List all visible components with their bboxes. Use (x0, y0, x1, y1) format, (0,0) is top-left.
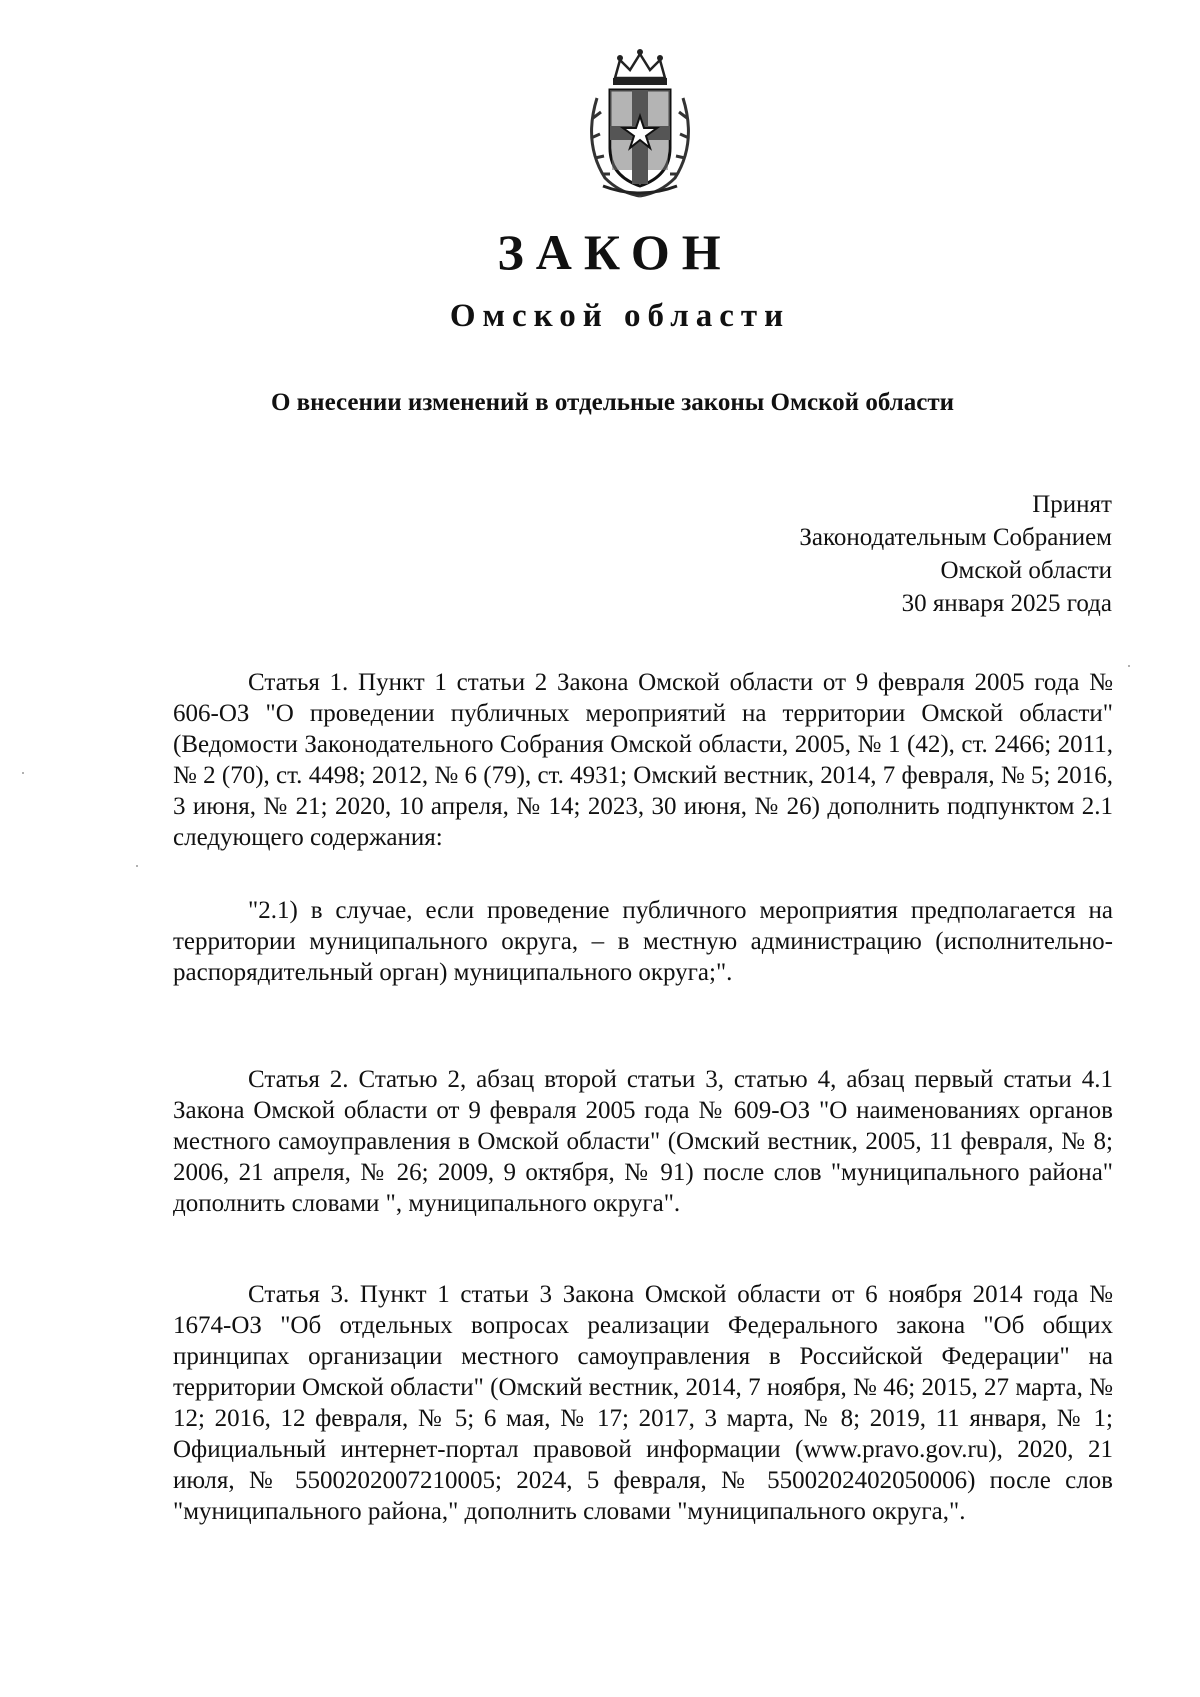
document-title: ЗАКОН (497, 224, 733, 280)
adoption-line-date: 30 января 2025 года (901, 590, 1112, 617)
article-1-quote: "2.1) в случае, если проведение публичного мероприятия предполагается на территории муниципального округа, – в местную администрацию (исполнительно-распорядительный орган) муниципального округа;". (173, 897, 1113, 986)
article-1-text: Статья 1. Пункт 1 статьи 2 Закона Омской области от 9 февраля 2005 года № 606-ОЗ "О проведении публичных мероприятий на территории Омской области" (Ведомости Законодательного Собрания Омской области, 2005, № 1 (42), ст. 2466; 2011, № 2 (70), ст. 4498; 2012, № 6 (79), ст. 4931; Омский вестник, 2014, 7 февраля, № 5; 2016, 3 июня, № 21; 2020, 10 апреля, № 14; 2023, 30 июня, № 26) дополнить подпунктом 2.1 следующего содержания: (173, 669, 1113, 851)
document-region: Омской области (449, 298, 791, 334)
article-3-text: Статья 3. Пункт 1 статьи 3 Закона Омской области от 6 ноября 2014 года № 1674-ОЗ "Об отдельных вопросах реализации Федерального закона "Об общих принципах организации местного самоуправления в Российской Федерации" на территории Омской области" (Омский вестник, 2014, 7 ноября, № 46; 2015, 27 марта, № 12; 2016, 12 февраля, № 5; 6 мая, № 17; 2017, 3 марта, № 8; 2019, 11 января, № 1; Официальный интернет-портал правовой информации (www.pravo.gov.ru), 2020, 21 июля, № 5500202007210005; 2024, 5 февраля, № 5500202402050006) после слов "муниципального района," дополнить словами "муниципального округа,". (173, 1281, 1113, 1525)
article-2-text: Статья 2. Статью 2, абзац второй статьи 3, статью 4, абзац первый статьи 4.1 Закона Омской области от 9 февраля 2005 года № 609-ОЗ "О наименованиях органов местного самоуправления в Омской области" (Омский вестник, 2005, 11 февраля, № 8; 2006, 21 апреля, № 26; 2009, 9 октября, № 91) после слов "муниципального района" дополнить словами ", муниципального округа". (173, 1066, 1113, 1217)
scan-speck (136, 865, 138, 867)
scan-speck (22, 772, 24, 774)
adoption-line-assembly: Законодательным Собранием (799, 524, 1112, 551)
adoption-line-accepted: Принят (1032, 491, 1112, 518)
document-subject: О внесении изменений в отдельные законы Омской области (270, 389, 955, 416)
coat-of-arms-icon (575, 48, 705, 198)
scan-speck (1128, 665, 1130, 667)
adoption-line-region: Омской области (940, 557, 1112, 584)
adoption-block (799, 488, 1112, 620)
